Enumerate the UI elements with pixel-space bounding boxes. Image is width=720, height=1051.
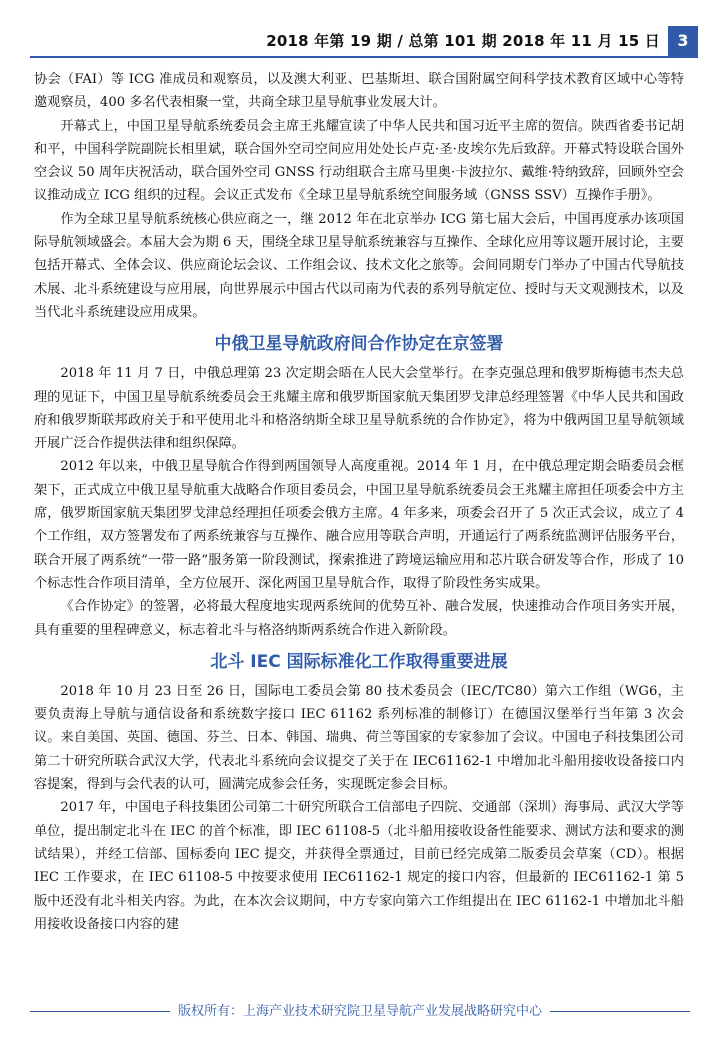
paragraph: 《合作协定》的签署，必将最大程度地实现两系统间的优势互补、融合发展，快速推动合作项目务实开展，具有重要的里程碑意义，标志着北斗与格洛纳斯两系统合作进入新阶段。 xyxy=(34,599,684,638)
paragraph: 2018 年 10 月 23 日至 26 日，国际电工委员会第 80 技术委员会（IEC/TC80）第六工作组（WG6，主要负责海上导航与通信设备和系统数字接口 IEC 61162 系列标准的制修订）在德国汉堡举行当年第 3 次会议。来自美国、英国、德国、芬兰、日本、韩国、瑞典、荷兰等国家的专家参加了会议。中国电子科技集团公司第二十研究所联合武汉大学，代表北斗系统向会议提交了关于在 IEC61162-1 中增加北斗船用接收设备接口内容提案，得到与会代表的认可，圆满完成参会任务，实现既定参会目标。 xyxy=(34,683,684,793)
article-body xyxy=(34,68,684,936)
paragraph: 2012 年以来，中俄卫星导航合作得到两国领导人高度重视。2014 年 1 月，在中俄总理定期会晤委员会框架下，正式成立中俄卫星导航重大战略合作项目委员会，中国卫星导航系统委员会王兆耀主席担任项委会中方主席，俄罗斯国家航天集团罗戈津总经理担任项委会俄方主席。4 年多来，项委会召开了 5 次正式会议，成立了 4 个工作组，双方签署发布了两系统兼容与互操作、融合应用等联合声明，开通运行了两系统监测评估服务平台，联合开展了两系统“一带一路”服务第一阶段测试，探索推进了跨境运输应用和芯片联合研发等合作，形成了 10 个标志性合作项目清单，全方位展开、深化两国卫星导航合作，取得了阶段性务实成果。 xyxy=(34,459,684,591)
section-heading: 北斗 IEC 国际标准化工作取得重要进展 xyxy=(210,651,508,672)
paragraph: 开幕式上，中国卫星导航系统委员会主席王兆耀宣读了中华人民共和国习近平主席的贺信。陕西省委书记胡和平，中国科学院副院长相里斌，联合国外空司空间应用处处长卢克·圣·皮埃尔先后致辞。开幕式特设联合国外空会议 50 周年庆祝活动，联合国外空司 GNSS 行动组联合主席马里奥·卡波拉尔、戴维·特纳致辞，回顾外空会议推动成立 ICG 组织的过程。会议正式发布《全球卫星导航系统空间服务域（GNSS SSV）互操作手册》。 xyxy=(34,118,684,204)
copyright-text: 版权所有：上海产业技术研究院卫星导航产业发展战略研究中心 xyxy=(170,1004,550,1019)
continued-paragraph: 协会（FAI）等 ICG 准成员和观察员，以及澳大利亚、巴基斯坦、联合国附属空间科学技术教育区域中心等特邀观察员，400 多名代表相聚一堂，共商全球卫星导航事业发展大计。 xyxy=(34,72,684,111)
header-divider xyxy=(30,56,698,58)
page-header xyxy=(30,28,698,54)
issue-line: 2018 年第 19 期 / 总第 101 期 2018 年 11 月 15 日 xyxy=(266,32,660,50)
paragraph: 2017 年，中国电子科技集团公司第二十研究所联合工信部电子四院、交通部（深圳）海事局、武汉大学等单位，提出制定北斗在 IEC 的首个标准，即 IEC 61108-5（北斗船用接收设备性能要求、测试方法和要求的测试结果），并经工信部、国标委向 IEC 提交，并获得全票通过，目前已经完成第二版委员会草案（CD）。根据 IEC 工作要求，在 IEC 61108-5 中按要求使用 IEC61162-1 规定的接口内容，但最新的 IEC61162-1 第 5 版中还没有北斗相关内容。为此，在本次会议期间，中方专家向第六工作组提出在 IEC 61162-1 中增加北斗船用接收设备接口内容的建 xyxy=(34,800,684,932)
page-number-badge: 3 xyxy=(668,26,698,56)
paragraph: 作为全球卫星导航系统核心供应商之一，继 2012 年在北京举办 ICG 第七届大会后，中国再度承办该项国际导航领域盛会。本届大会为期 6 天，围绕全球卫星导航系统兼容与互操作、全球化应用等议题开展讨论，主要包括开幕式、全体会议、供应商论坛会议、工作组会议、技术文化之旅等。会间同期专门举办了中国古代导航技术展、北斗系统建设与应用展，向世界展示中国古代以司南为代表的系列导航定位、授时与天文观测技术，以及当代北斗系统建设应用成果。 xyxy=(34,211,684,320)
page-footer xyxy=(30,1000,690,1024)
paragraph: 2018 年 11 月 7 日，中俄总理第 23 次定期会晤在人民大会堂举行。在李克强总理和俄罗斯梅德韦杰夫总理的见证下，中国卫星导航系统委员会王兆耀主席和俄罗斯国家航天集团罗戈津总经理签署《中华人民共和国政府和俄罗斯联邦政府关于和平使用北斗和格洛纳斯全球卫星导航系统的合作协定》，将为中俄两国卫星导航领域开展广泛合作提供法律和组织保障。 xyxy=(34,366,684,452)
section-heading: 中俄卫星导航政府间合作协定在京签署 xyxy=(214,334,504,355)
